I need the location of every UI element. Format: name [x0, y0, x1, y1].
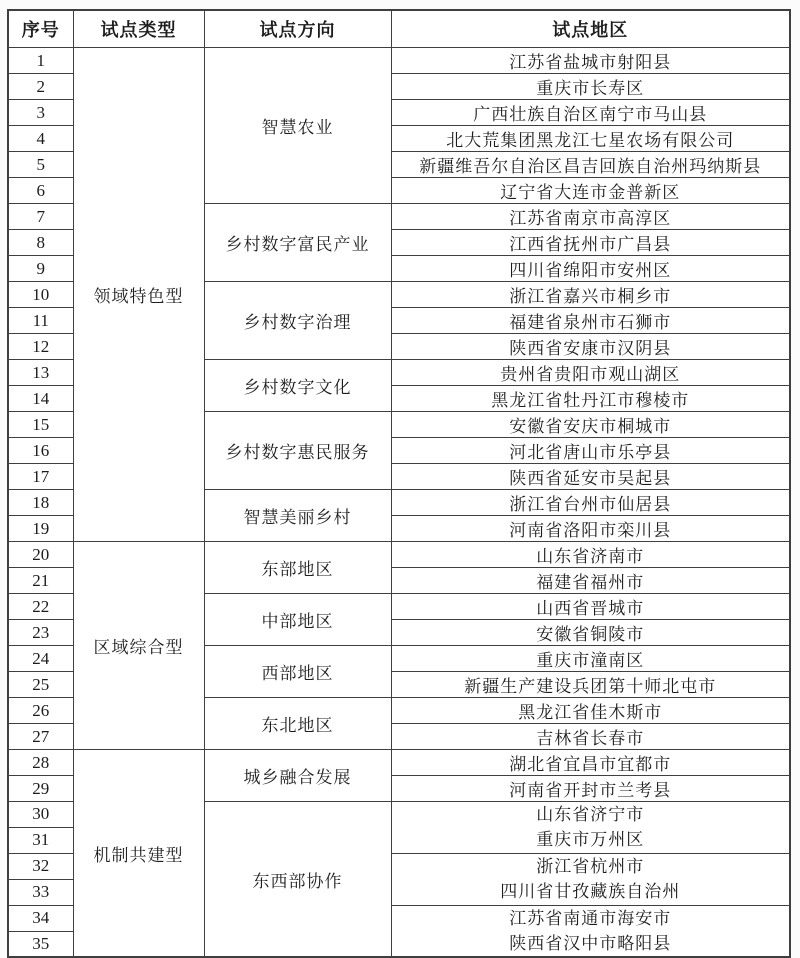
pilot-type-cell: 领域特色型 [73, 48, 204, 542]
pilot-direction-cell: 东西部协作 [204, 802, 391, 958]
row-number-cell: 22 [8, 594, 73, 620]
pilot-region-cell: 山西省晋城市 [391, 594, 790, 620]
row-number-cell: 18 [8, 490, 73, 516]
row-number-cell: 17 [8, 464, 73, 490]
pilot-region-cell: 浙江省台州市仙居县 [391, 490, 790, 516]
pilot-region-pair-cell [391, 802, 790, 854]
table-row [8, 48, 790, 74]
row-number-cell: 19 [8, 516, 73, 542]
header-direction: 试点方向 [204, 10, 391, 48]
pilot-region-cell: 陕西省延安市吴起县 [391, 464, 790, 490]
pilot-region-cell: 贵州省贵阳市观山湖区 [391, 360, 790, 386]
row-number-cell: 32 [8, 853, 73, 879]
header-region: 试点地区 [391, 10, 790, 48]
pilot-direction-cell: 乡村数字富民产业 [204, 204, 391, 282]
pilot-direction-cell: 东北地区 [204, 698, 391, 750]
pilot-table-container [7, 9, 791, 958]
pilot-region-cell: 重庆市长寿区 [391, 74, 790, 100]
pilot-region-cell: 福建省福州市 [391, 568, 790, 594]
pilot-region-line: 山东省济宁市 [536, 805, 645, 824]
row-number-cell: 33 [8, 879, 73, 905]
pilot-region-cell: 吉林省长春市 [391, 724, 790, 750]
pilot-region-cell: 黑龙江省佳木斯市 [391, 698, 790, 724]
pilot-region-cell: 湖北省宜昌市宜都市 [391, 750, 790, 776]
pilot-region-cell: 陕西省安康市汉阴县 [391, 334, 790, 360]
pilot-region-line: 重庆市万州区 [536, 830, 645, 850]
pilot-direction-cell: 乡村数字惠民服务 [204, 412, 391, 490]
pilot-region-cell: 安徽省安庆市桐城市 [391, 412, 790, 438]
pilot-region-cell: 新疆维吾尔自治区昌吉回族自治州玛纳斯县 [391, 152, 790, 178]
header-type: 试点类型 [73, 10, 204, 48]
pilot-direction-cell: 城乡融合发展 [204, 750, 391, 802]
row-number-cell: 27 [8, 724, 73, 750]
pilot-region-cell: 安徽省铜陵市 [391, 620, 790, 646]
row-number-cell: 4 [8, 126, 73, 152]
pilot-region-line: 陕西省汉中市略阳县 [509, 933, 672, 953]
pilot-region-line: 四川省甘孜藏族自治州 [500, 882, 681, 902]
row-number-cell: 10 [8, 282, 73, 308]
row-number-cell: 11 [8, 308, 73, 334]
pilot-type-cell: 区域综合型 [73, 542, 204, 750]
pilot-region-cell: 福建省泉州市石狮市 [391, 308, 790, 334]
pilot-region-cell: 河南省洛阳市栾川县 [391, 516, 790, 542]
row-number-cell: 5 [8, 152, 73, 178]
row-number-cell: 30 [8, 802, 73, 828]
pilot-region-pair-cell [391, 853, 790, 905]
table-row [8, 750, 790, 776]
row-number-cell: 16 [8, 438, 73, 464]
header-num: 序号 [8, 10, 73, 48]
row-number-cell: 34 [8, 905, 73, 931]
row-number-cell: 20 [8, 542, 73, 568]
pilot-region-cell: 广西壮族自治区南宁市马山县 [391, 100, 790, 126]
pilot-regions-table [7, 9, 791, 958]
pilot-region-cell: 四川省绵阳市安州区 [391, 256, 790, 282]
row-number-cell: 35 [8, 931, 73, 957]
pilot-region-cell: 北大荒集团黑龙江七星农场有限公司 [391, 126, 790, 152]
row-number-cell: 6 [8, 178, 73, 204]
table-row [8, 542, 790, 568]
pilot-region-cell: 江苏省南京市高淳区 [391, 204, 790, 230]
row-number-cell: 14 [8, 386, 73, 412]
row-number-cell: 12 [8, 334, 73, 360]
pilot-region-line: 浙江省杭州市 [536, 856, 645, 876]
pilot-direction-cell: 智慧农业 [204, 48, 391, 204]
header-row [8, 10, 790, 48]
pilot-region-cell: 重庆市潼南区 [391, 646, 790, 672]
row-number-cell: 25 [8, 672, 73, 698]
pilot-region-cell: 辽宁省大连市金普新区 [391, 178, 790, 204]
pilot-region-cell: 江苏省盐城市射阳县 [391, 48, 790, 74]
pilot-region-cell: 浙江省嘉兴市桐乡市 [391, 282, 790, 308]
row-number-cell: 13 [8, 360, 73, 386]
pilot-region-cell: 山东省济南市 [391, 542, 790, 568]
pilot-direction-cell: 智慧美丽乡村 [204, 490, 391, 542]
pilot-direction-cell: 西部地区 [204, 646, 391, 698]
row-number-cell: 29 [8, 776, 73, 802]
pilot-region-cell: 河南省开封市兰考县 [391, 776, 790, 802]
row-number-cell: 7 [8, 204, 73, 230]
pilot-direction-cell: 乡村数字治理 [204, 282, 391, 360]
row-number-cell: 2 [8, 74, 73, 100]
row-number-cell: 1 [8, 48, 73, 74]
pilot-direction-cell: 乡村数字文化 [204, 360, 391, 412]
row-number-cell: 9 [8, 256, 73, 282]
row-number-cell: 15 [8, 412, 73, 438]
row-number-cell: 8 [8, 230, 73, 256]
row-number-cell: 28 [8, 750, 73, 776]
row-number-cell: 26 [8, 698, 73, 724]
pilot-region-cell: 河北省唐山市乐亭县 [391, 438, 790, 464]
row-number-cell: 31 [8, 827, 73, 853]
pilot-direction-cell: 中部地区 [204, 594, 391, 646]
pilot-region-cell: 黑龙江省牡丹江市穆棱市 [391, 386, 790, 412]
pilot-region-cell: 江西省抚州市广昌县 [391, 230, 790, 256]
pilot-direction-cell: 东部地区 [204, 542, 391, 594]
row-number-cell: 21 [8, 568, 73, 594]
row-number-cell: 24 [8, 646, 73, 672]
row-number-cell: 3 [8, 100, 73, 126]
row-number-cell: 23 [8, 620, 73, 646]
pilot-type-cell: 机制共建型 [73, 750, 204, 958]
pilot-region-pair-cell [391, 905, 790, 957]
pilot-region-line: 江苏省南通市海安市 [509, 908, 672, 928]
pilot-region-cell: 新疆生产建设兵团第十师北屯市 [391, 672, 790, 698]
